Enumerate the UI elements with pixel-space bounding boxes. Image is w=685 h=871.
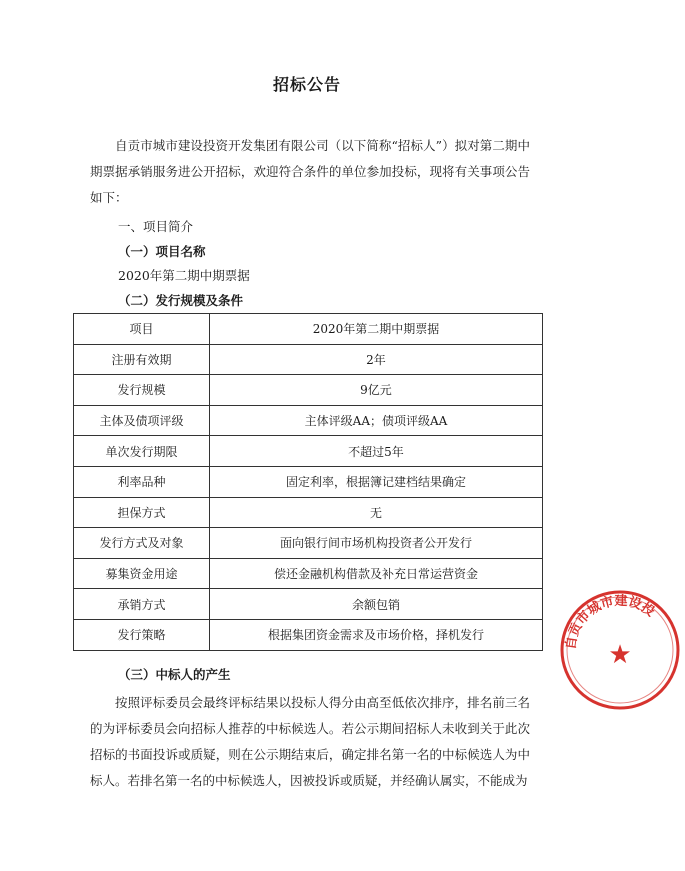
table-key: 发行规模 [74,375,210,406]
table-value: 固定利率，根据簿记建档结果确定 [210,466,543,497]
table-value: 无 [210,497,543,528]
table-key: 发行策略 [74,619,210,650]
table-key: 主体及债项评级 [74,405,210,436]
table-key: 利率品种 [74,466,210,497]
subsection-winner: （三）中标人的产生 [118,667,231,682]
table-value: 根据集团资金需求及市场价格，择机发行 [210,619,543,650]
table-row [74,314,543,345]
table-key: 单次发行期限 [74,436,210,467]
section-heading-1: 一、项目简介 [118,219,194,234]
table-value: 余额包销 [210,589,543,620]
project-name-text: 2020年第二期中期票据 [118,268,250,283]
table-value: 2020年第二期中期票据 [210,314,543,345]
doc-title: 招标公告 [272,75,341,94]
table-key: 注册有效期 [74,344,210,375]
table-value: 2年 [210,344,543,375]
table-key: 担保方式 [74,497,210,528]
subsection-issue-terms: （二）发行规模及条件 [118,293,244,308]
table-row [74,558,543,589]
table-row [74,344,543,375]
company-seal-icon [555,585,685,715]
table-row [74,619,543,650]
table-key: 承销方式 [74,589,210,620]
svg-text:★: ★ [608,640,632,670]
issue-terms-table [73,313,543,651]
winner-paragraph: 按照评标委员会最终评标结果以投标人得分由高至低依次排序，排名前三名的为评标委员会向招标人推荐的中标候选人。若公示期间招标人未收到关于此次招标的书面投诉或质疑，则在公示期结束后，确定排名第一名的中标候选人为中标人。若排名第一名的中标候选人，因被投诉或质疑，并经确认属实，不能成为 [90,695,530,788]
table-row [74,497,543,528]
table-value: 主体评级AA；债项评级AA [210,405,543,436]
table-key: 发行方式及对象 [74,528,210,559]
table-row [74,436,543,467]
table-key: 募集资金用途 [74,558,210,589]
table-value: 不超过5年 [210,436,543,467]
table-value: 偿还金融机构借款及补充日常运营资金 [210,558,543,589]
table-row [74,466,543,497]
table-row [74,375,543,406]
svg-text:自贡市城市建设投: 自贡市城市建设投 [563,593,658,651]
table-value: 面向银行间市场机构投资者公开发行 [210,528,543,559]
table-value: 9亿元 [210,375,543,406]
table-key: 项目 [74,314,210,345]
table-row [74,528,543,559]
intro-paragraph: 自贡市城市建设投资开发集团有限公司（以下简称“招标人”）拟对第二期中期票据承销服务进公开招标，欢迎符合条件的单位参加投标，现将有关事项公告如下： [90,138,530,205]
table-row [74,405,543,436]
subsection-project-name: （一）项目名称 [118,244,206,259]
table-row [74,589,543,620]
